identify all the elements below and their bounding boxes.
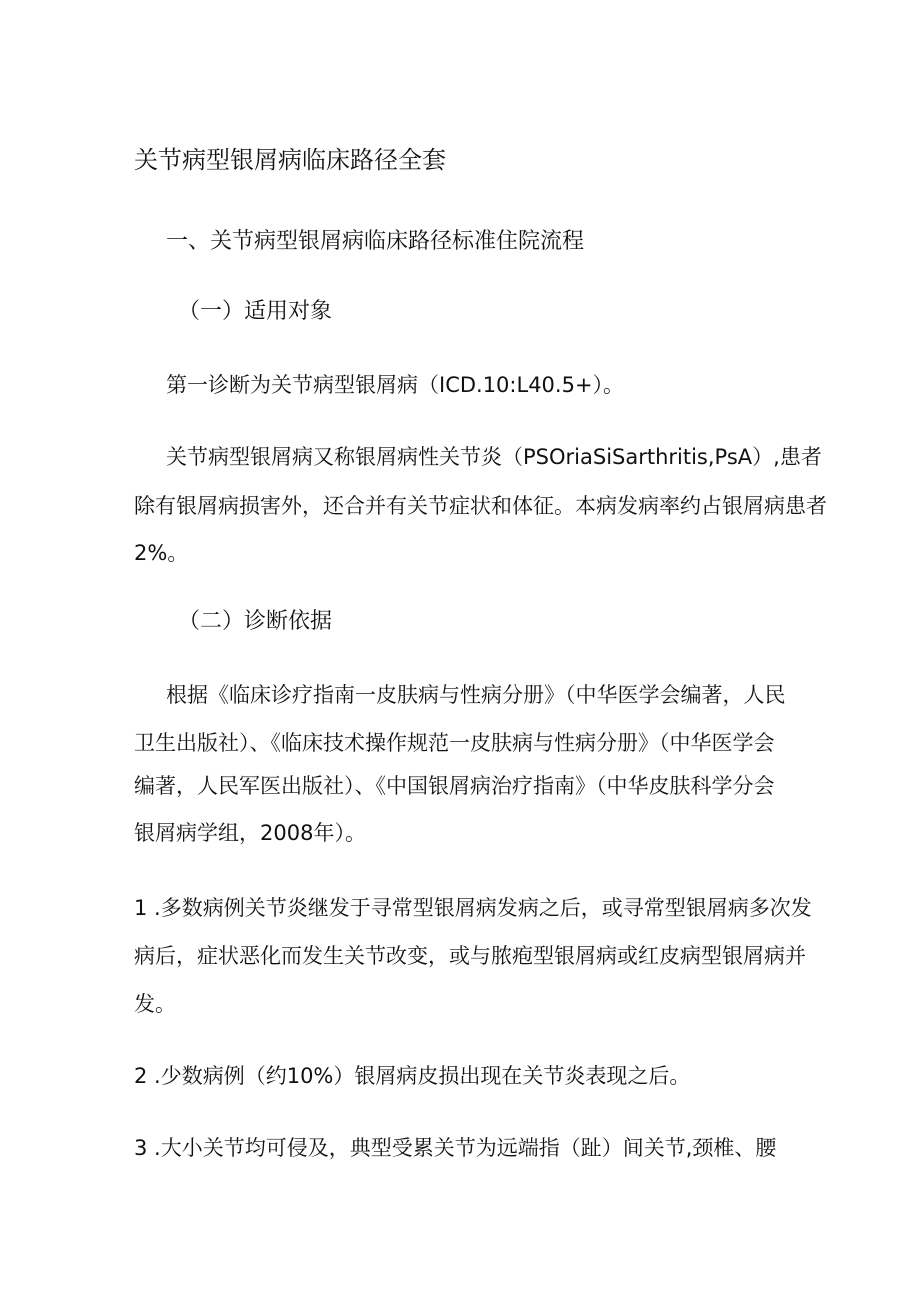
subsection-heading-diagnosis: （二）诊断依据 [178,609,333,634]
list-item-1-line: 病后，症状恶化而发生关节改变，或与脓疱型银屑病或红皮病型银屑病并 [134,944,806,968]
paragraph-basis-line: 卫生出版社）、《临床技术操作规范一皮肤病与性病分册》（中华医学会 [134,731,775,755]
subsection-heading-applicable: （一）适用对象 [178,299,333,324]
paragraph-definition-line: 2%。 [134,541,189,565]
document-title: 关节病型银屑病临床路径全套 [134,146,446,174]
list-item-1-line: 发。 [134,992,176,1016]
paragraph-definition-line: 关节病型银屑病又称银屑病性关节炎（PSOriaSiSarthritis,PsA）,患者 [166,445,822,469]
paragraph-first-diagnosis: 第一诊断为关节病型银屑病（ICD.10:L40.5+）。 [166,373,625,397]
paragraph-basis-line: 编著，人民军医出版社）、《中国银屑病治疗指南》（中华皮肤科学分会 [134,774,775,798]
list-item-3: 3 .大小关节均可侵及，典型受累关节为远端指（趾）间关节,颈椎、腰 [134,1136,777,1160]
paragraph-basis-line: 根据《临床诊疗指南一皮肤病与性病分册》（中华医学会编著，人民 [166,683,786,707]
paragraph-definition-line: 除有银屑病损害外，还合并有关节症状和体征。本病发病率约占银屑病患者 [134,494,827,518]
paragraph-basis-line: 银屑病学组，2008年）。 [134,821,366,845]
list-item-1-line: 1 .多数病例关节炎继发于寻常型银屑病发病之后，或寻常型银屑病多次发 [134,896,812,920]
section-heading-1: 一、关节病型银屑病临床路径标准住院流程 [166,229,585,254]
list-item-2: 2 .少数病例（约10%）银屑病皮损出现在关节炎表现之后。 [134,1064,691,1088]
